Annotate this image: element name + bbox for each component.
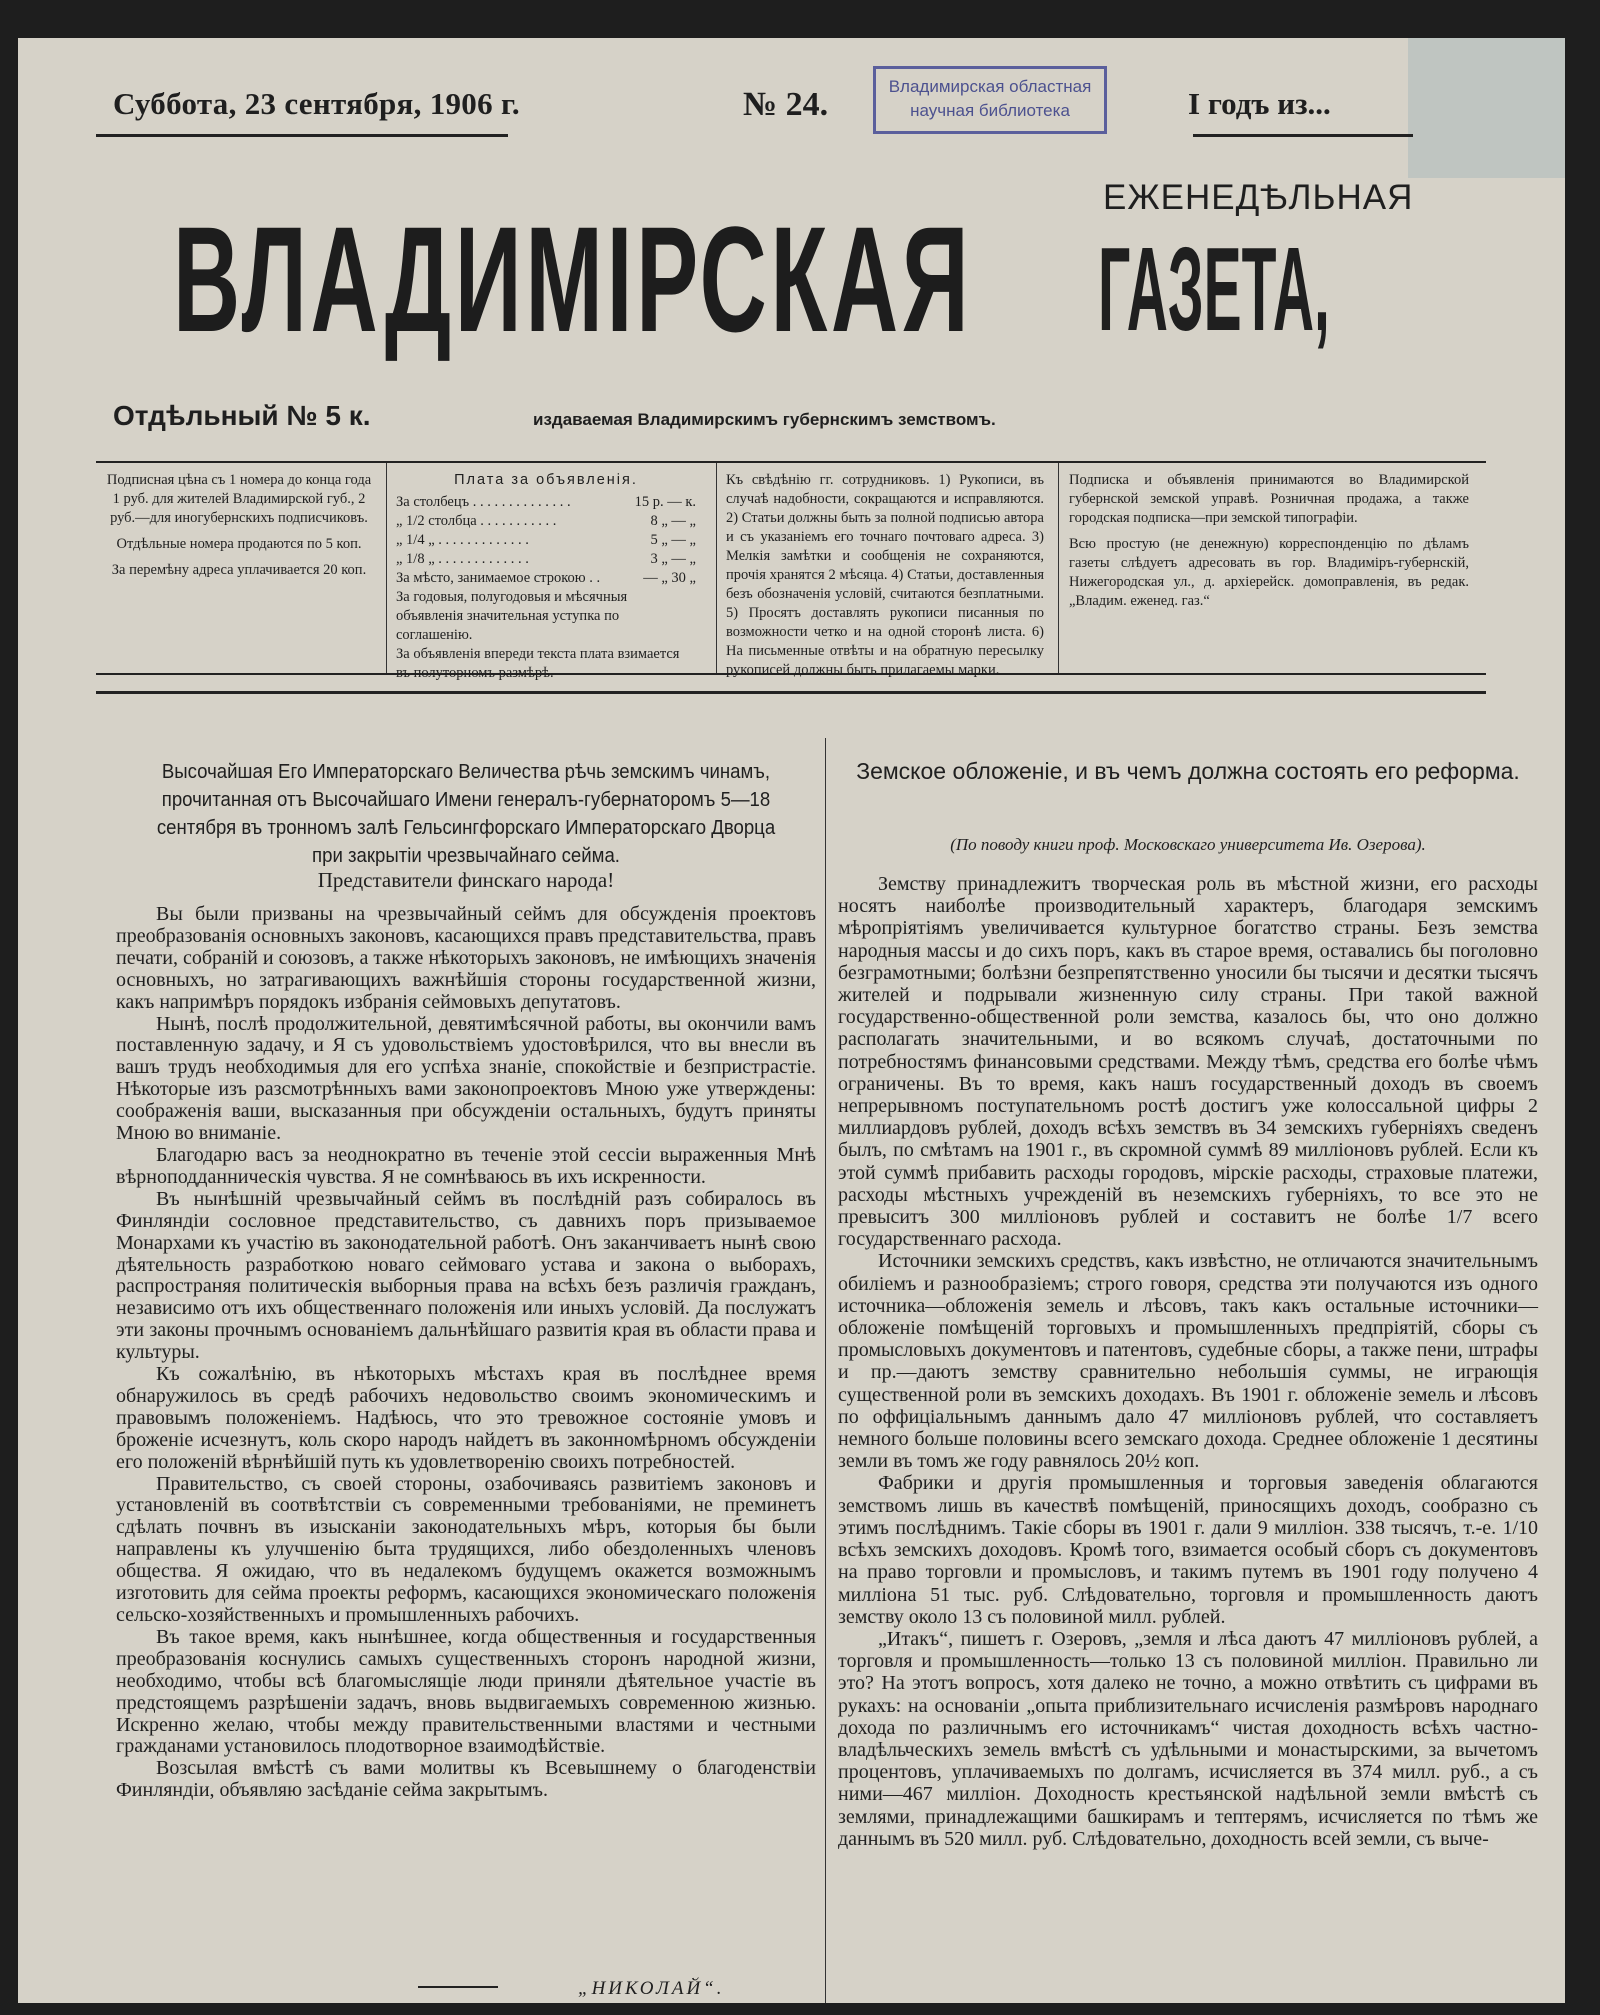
ad-rate-row: [396, 550, 696, 569]
speech-paragraph: Нынѣ, послѣ продолжительной, девятимѣсячной работы, вы окончили вамъ поставленную задачу, и Я съ удовольствіемъ удостовѣрился, что вы внесли въ вашъ трудъ необходимыя для его успѣха знаніе, спокойствіе и безпристрастіе. Нѣкоторые изъ разсмотрѣнныхъ вами законопроектовъ Мною уже утверждены: соображенія ваши, высказанныя при обсужденіи остальныхъ, будутъ приняты Мною во вниманіе.: [116, 1012, 816, 1145]
info-divider: [716, 463, 717, 673]
ad-rate-row: [396, 512, 696, 531]
contributors-notice: Къ свѣдѣнію гг. сотрудниковъ. 1) Рукописи, въ случаѣ надобности, сокращаются и исправляются. 2) Статьи должны быть за полной подписью автора и съ указаніемъ его точнаго почтоваго адреса. 3) Мелкія замѣтки и сообщенія не сохраняются, прочія хранятся 2 мѣсяца. 4) Статьи, доставленныя безъ обозначенія условій, считаются безплатными. 5) Просятъ доставлять рукописи писанныя по возможности четко и на одной сторонѣ листа. 6) На письменные отвѣты и на обратную пересылку рукописей должны быть прилагаемы марки.: [726, 472, 1044, 678]
ad-discount-note: За годовыя, полугодовыя и мѣсячныя объявленія значительная уступка по соглашенію.: [396, 589, 628, 643]
article-paragraph: Фабрики и другія промышленныя и торговыя заведенія облагаются земствомъ лишь въ качествѣ помѣщеній, приносящихъ доходъ, сообразно съ этимъ послѣднимъ. Такіе сборы въ 1901 г. дали 9 милліон. 338 тысячъ, т.-е. 1/10 всѣхъ земскихъ доходовъ. Кромѣ того, взимается особый сборъ съ документовъ на право торговли и промысловъ, и такимъ путемъ въ 1901 году получено 4 милліона 51 тыс. руб. Слѣдовательно, торговля и промышленность даютъ земству около 13 съ половиной милл. рублей.: [838, 1472, 1538, 1628]
ad-rate-value: 3 „ — „: [650, 551, 696, 567]
ad-rate-value: — „ 30 „: [643, 570, 696, 586]
article-paragraph: Источники земскихъ средствъ, какъ извѣстно, не отличаются значительнымъ обиліемъ и разнообразіемъ; строго говоря, средства эти получаются изъ одного источника—обложенія земель и лѣсовъ, такъ какъ остальные источники—обложеніе помѣщеній торговыхъ и промышленныхъ предпріятій, сборы съ промысловыхъ документовъ и патентовъ, судебные сборы, а также пени, штрафы и пр.—даютъ земству сравнительно небольшія суммы, не играющія существенной роли въ земскихъ доходахъ. Въ 1901 г. обложеніе земель и лѣсовъ по оффиціальнымъ даннымъ дало 47 милліоновъ рублей, что составляетъ немного больше половины всего земскаго дохода. Среднее обложеніе 1 десятины земли въ томъ же году равнялось 20½ коп.: [838, 1250, 1538, 1473]
date-underline: [96, 134, 508, 137]
info-divider: [386, 463, 387, 673]
single-issue-note: Отдѣльные номера продаются по 5 коп.: [116, 536, 362, 552]
subscription-contacts: [1069, 471, 1469, 618]
speech-headline: Высочайшая Его Императорскаго Величества рѣчь земскимъ чинамъ, прочитанная отъ Высочайшаго Имени генералъ-губернаторомъ 5—18 сентября въ тронномъ залѣ Гельсингфорскаго Императорскаго Дворца при закрытіи чрезвычайнаго сейма.: [156, 761, 776, 867]
tape-mark: [1408, 38, 1565, 178]
single-issue-price: Отдѣльный № 5 к.: [113, 400, 371, 431]
subscription-price: Подписная цѣна съ 1 номера до конца года 1 руб. для жителей Владимирской губ., 2 руб.—для иногубернскихъ подписчиковъ.: [106, 472, 372, 526]
ad-rate-label: „ 1/2 столбца . . . . . . . . . . .: [396, 513, 557, 529]
ad-rates: [396, 471, 696, 683]
speech-greeting: Представители финскаго народа!: [317, 868, 615, 892]
masthead-weekly: ЕЖЕНЕДѢЛЬНАЯ: [1103, 178, 1414, 217]
ad-rate-value: 15 р. — к.: [634, 494, 696, 510]
ad-rate-label: За столбецъ . . . . . . . . . . . . . .: [396, 494, 571, 510]
library-stamp: [873, 66, 1107, 134]
ad-rate-label: „ 1/8 „ . . . . . . . . . . . . .: [396, 551, 529, 567]
ad-rate-value: 5 „ — „: [650, 532, 696, 548]
info-divider: [1058, 463, 1059, 673]
column-divider: [825, 738, 826, 2003]
speech-paragraph: Благодарю васъ за неоднократно въ теченіе этой сессіи выраженныя Мнѣ вѣрноподданническія чувства. Я не сомнѣваюсь въ ихъ искренности.: [116, 1143, 816, 1188]
publisher-line: издаваемая Владимирскимъ губернскимъ земствомъ.: [533, 410, 996, 429]
article-paragraph: „Итакъ“, пишетъ г. Озеровъ, „земля и лѣса даютъ 47 милліоновъ рублей, а торговля и промышленность—только 13 съ половиной милліон. Правильно ли это? На этотъ вопросъ, хотя далеко не точно, а можно отвѣтить съ цифрами въ рукахъ: на основаніи „опыта приблизительнаго исчисленія размѣровъ народнаго дохода по различнымъ его источникамъ“ чистая доходность всѣхъ частно-владѣльческихъ земель вмѣстѣ съ удѣльными и монастырскими, за вычетомъ процентовъ, уплачиваемыхъ по долгамъ, исчисляется въ 374 милл. руб., а съ ними—467 милліон. Доходность крестьянской надѣльной земли вмѣстѣ съ землями, принадлежащими башкирамъ и тептерямъ, исчисляется по тѣмъ же даннымъ въ 520 милл. руб. Слѣдовательно, доходность всей земли, съ выче-: [838, 1627, 1538, 1850]
ad-rate-label: За мѣсто, занимаемое строкою . .: [396, 570, 601, 586]
info-box: [96, 461, 1486, 681]
speech-paragraph: Въ такое время, какъ нынѣшнее, когда общественныя и государственныя преобразованія коснулись самыхъ существенныхъ сторонъ народной жизни, необходимо, чтобы всѣ благомыслящіе люди приняли дѣятельное участіе въ предстоящемъ разрѣшеніи задачъ, вновь выдвигаемыхъ современною жизнью. Искренно желаю, чтобы между правительственными властями и честными гражданами установилось плодотворное взаимодѣйствіе.: [116, 1625, 816, 1758]
correspondence-address: Всю простую (не денежную) корреспонденцію по дѣламъ газеты слѣдуетъ адресовать въ гор. Владимiръ-губернскій, Нижегородская ул., д. архіерейск. домоправленія, въ редак. „Владим. еженед. газ.“: [1069, 536, 1469, 609]
speech-paragraph: Въ нынѣшній чрезвычайный сеймъ въ послѣдній разъ собиралось въ Финляндіи сословное представительство, съ давнихъ поръ призываемое Монархами къ участію въ законодательной работѣ. Онъ заканчиваетъ нынѣ свою дѣятельность разработкою новаго сеймоваго устава и закона о выборахъ, распространяя политическія выборныя права на всѣхъ безъ различія гражданъ, независимо отъ ихъ общественнаго положенія или иныхъ условій. Да послужатъ эти законы прочнымъ основаніемъ дальнѣйшаго развитія края въ области права и культуры.: [116, 1187, 816, 1364]
ad-rate-row: [396, 493, 696, 512]
stamp-line-2: научная библиотека: [910, 101, 1070, 120]
ad-rate-label: „ 1/4 „ . . . . . . . . . . . . .: [396, 532, 529, 548]
newspaper-page: [18, 38, 1565, 2003]
article-body: [838, 873, 1538, 1850]
article-title: Земское обложеніе, и въ чемъ должна состоять его реформа.: [856, 758, 1520, 784]
issue-number: № 24.: [743, 86, 829, 123]
subscription-accept: Подписка и объявленія принимаются во Владимирской губернской земской управѣ. Розничная продажа, а также городская подписка—при земской типографіи.: [1069, 472, 1469, 526]
ad-front-note: За объявленія впереди текста плата взимается въ полуторномъ размѣрѣ.: [396, 646, 680, 681]
issue-date: Суббота, 23 сентября, 1906 г.: [113, 86, 520, 121]
speech-paragraph: Къ сожалѣнію, въ нѣкоторыхъ мѣстахъ края въ послѣднее время обнаружилось въ средѣ рабочихъ недовольство своимъ экономическимъ и правовымъ положеніемъ. Надѣюсь, что это тревожное состояніе умовъ и броженіе исчезнутъ, коль скоро народъ найдетъ въ законномѣрномъ обсужденіи его положеній вѣрнѣйшій путь къ удовлетворенію своихъ потребностей.: [116, 1363, 816, 1473]
speech-paragraph: Правительство, съ своей стороны, озабочиваясь развитіемъ законовъ и установленій въ соотвѣтствіи съ современными требованіями, не преминетъ сдѣлать почвнъ въ изысканіи законодательныхъ мѣръ, которыя бы были направлены къ улучшенію быта трудящихся, либо обездоленныхъ членовъ общества. Я ожидаю, что въ недалекомъ будущемъ окажется возможнымъ изготовить для сейма проекты реформъ, касающихся экономическаго положенія сельско-хозяйственныхъ и промышленныхъ рабочихъ.: [116, 1472, 816, 1626]
article-subtitle: (По поводу книги проф. Московскаго университета Ив. Озерова).: [950, 835, 1426, 854]
speech-signature: „НИКОЛАЙ“.: [578, 1978, 725, 1999]
ad-rates-title: Плата за объявленія.: [454, 472, 638, 488]
speech-paragraph: Возсылая вмѣстѣ съ вами молитвы къ Всевышнему о благоденствіи Финляндіи, объявляю засѣданіе сейма закрытымъ.: [116, 1757, 816, 1802]
subscription-info: [104, 471, 374, 587]
ad-rate-row: [396, 569, 696, 588]
publication-year: I годъ из...: [1188, 86, 1331, 121]
year-underline: [1193, 134, 1413, 137]
signature-rule: [418, 1986, 498, 1988]
article-paragraph: Земству принадлежитъ творческая роль въ мѣстной жизни, его расходы носятъ наиболѣе производительный характеръ, благодаря земскимъ мѣропріятіямъ увеличивается культурное богатство страны. Безъ земства народныя массы и до сихъ поръ, какъ въ старое время, оставались бы поголовно безграмотными; болѣзни безпрепятственно уносили бы тысячи и десятки тысячъ жителей и подрывали жизненную силу страны. При такой важной государственно-общественной роли земства, казалось бы, что оно должно располагать значительными, и во всякомъ случаѣ, достаточными по потребностямъ финансовыми средствами. Между тѣмъ, средства его болѣе чѣмъ ограничены. Въ то время, какъ нашъ государственный доходъ въ своемъ непрерывномъ поступательномъ ростѣ достигъ уже колоссальной цифры 2 миллиардовъ рублей, доходъ всѣхъ земствъ въ 34 земскихъ губерніяхъ сведенъ былъ, по смѣтамъ на 1901 г., въ скромной суммѣ 89 милліоновъ рублей. Если къ этой суммѣ прибавить расходы городовъ, мірскіе расходы, страховые платежи, расходы мѣстныхъ учрежденій въ неземскихъ губерніяхъ, то все это не превыситъ 300 милліоновъ рублей и составитъ не болѣе 1/7 всего государственнаго расхода.: [838, 873, 1538, 1251]
ad-rate-row: [396, 531, 696, 550]
stamp-line-1: Владимирская областная: [888, 77, 1092, 96]
speech-body: [116, 904, 816, 1802]
address-change-note: За перемѣну адреса уплачивается 20 коп.: [111, 562, 367, 578]
speech-paragraph: Вы были призваны на чрезвычайный сеймъ для обсужденія проектовъ преобразованія основныхъ законовъ, касающихся правъ представительства, правъ печати, собраній и союзовъ, а также нѣкоторыхъ законовъ, не имѣющихъ значенія основныхъ, но затрагивающихъ важнѣйшія стороны государственной жизни, какъ напримѣръ порядокъ избранія сеймовыхъ депутатовъ.: [116, 903, 816, 1013]
masthead-gazeta: ГАЗЕТА,: [1098, 223, 1330, 356]
content-top-rule: [96, 691, 1486, 694]
masthead-title: ВЛАДИМIРСКАЯ: [173, 195, 973, 363]
ad-rate-value: 8 „ — „: [650, 513, 696, 529]
